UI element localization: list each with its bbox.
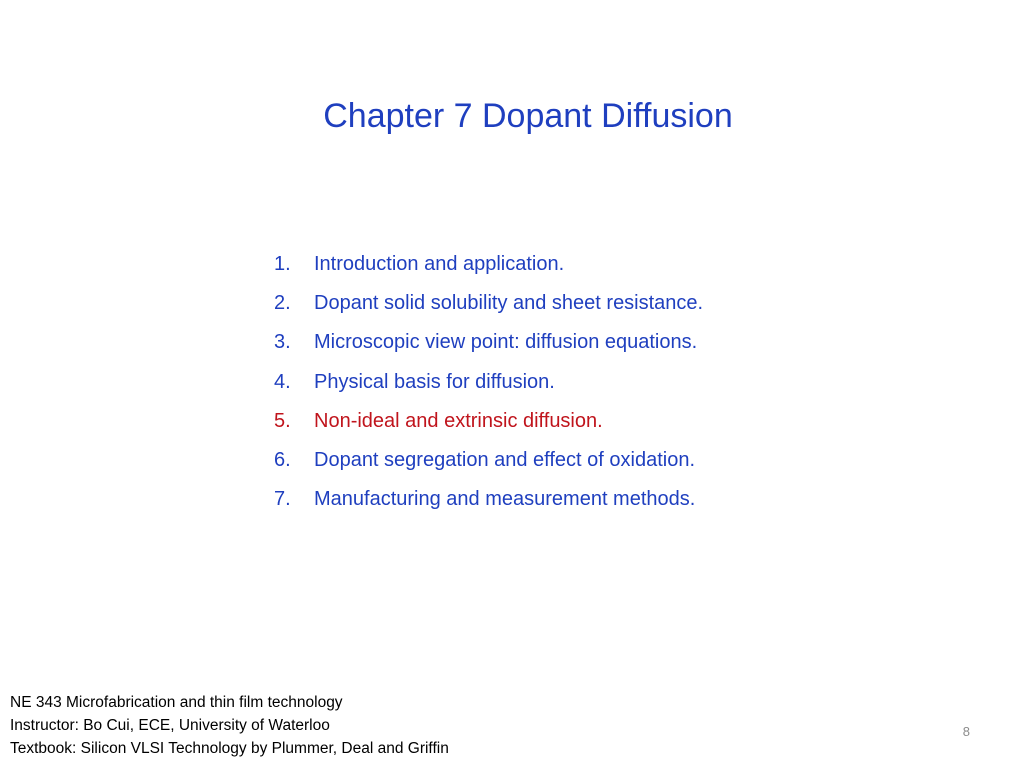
outline-item-number: 4. bbox=[274, 370, 291, 393]
footer-instructor: Instructor: Bo Cui, ECE, University of Waterloo bbox=[10, 717, 330, 734]
outline-item-text: Non-ideal and extrinsic diffusion. bbox=[314, 409, 603, 432]
outline-item-number: 2. bbox=[274, 292, 291, 315]
outline-item-text: Introduction and application. bbox=[314, 253, 565, 276]
outline-item bbox=[268, 480, 703, 519]
outline-item-text: Manufacturing and measurement methods. bbox=[314, 488, 696, 511]
outline-item-number: 3. bbox=[274, 331, 291, 354]
outline-item bbox=[268, 284, 703, 323]
outline-item-text: Physical basis for diffusion. bbox=[314, 370, 555, 393]
outline-item-current bbox=[268, 402, 703, 441]
page-number: 8 bbox=[962, 724, 970, 739]
slide-title: Chapter 7 Dopant Diffusion bbox=[323, 97, 733, 135]
outline-item-number: 1. bbox=[274, 253, 291, 276]
footer-course: NE 343 Microfabrication and thin film technology bbox=[10, 694, 343, 711]
outline-item bbox=[268, 363, 703, 402]
outline-item bbox=[268, 245, 703, 284]
outline-item bbox=[268, 441, 703, 480]
outline-item-number: 6. bbox=[274, 449, 291, 472]
outline-item-number: 5. bbox=[274, 409, 291, 432]
outline-item-text: Dopant solid solubility and sheet resistance. bbox=[314, 292, 704, 315]
outline-item-text: Dopant segregation and effect of oxidation. bbox=[314, 449, 696, 472]
outline-item bbox=[268, 323, 703, 362]
outline-item-number: 7. bbox=[274, 488, 291, 511]
slide-footer bbox=[10, 691, 449, 760]
outline-item-text: Microscopic view point: diffusion equations. bbox=[314, 331, 698, 354]
footer-textbook: Textbook: Silicon VLSI Technology by Plummer, Deal and Griffin bbox=[10, 740, 449, 757]
chapter-outline-list bbox=[268, 245, 703, 519]
